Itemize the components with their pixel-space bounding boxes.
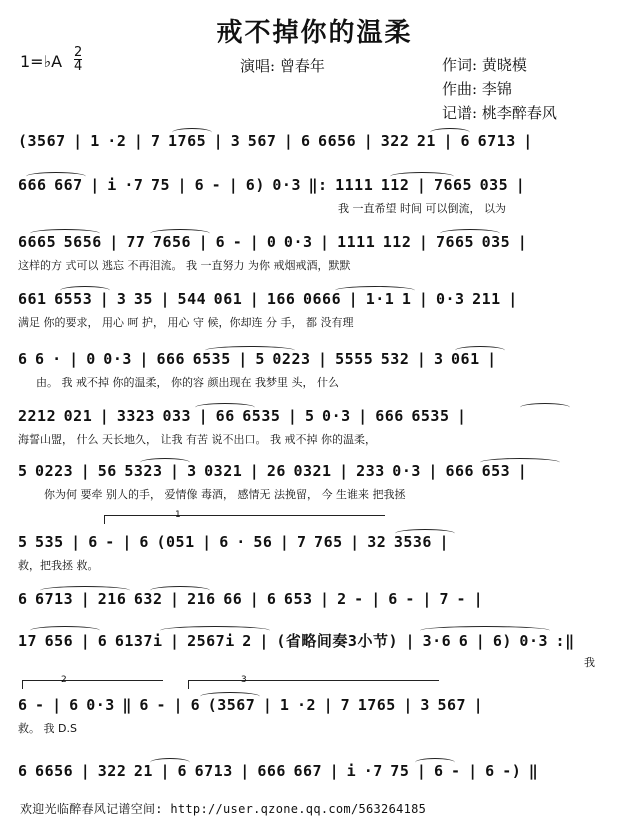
slur-mark [455,346,505,355]
staff-row [18,762,613,788]
volta-number: 3 [241,675,247,685]
staff-row [18,533,613,577]
staff-row [18,176,613,220]
staff-notes: 5 0223 | 56 5323 | 3 0321 | 26 0321 | 233 0·3 | 666 653 | [18,462,528,480]
slur-mark [26,172,86,181]
staff-lyrics: 由。 我 戒不掉 你的温柔， 你的容 颜出现在 我梦里 头， 什么 [36,376,339,389]
staff-notes: 17 656 | 6 6137i | 2567i 2 | (省略间奏3小节) | 3·6 6 | 6) 0·3 :‖ [18,632,575,650]
staff-notes: 2212 021 | 3323 033 | 66 6535 | 5 0·3 | 666 6535 | [18,407,467,425]
time-signature-top: 2 [74,45,83,60]
staff-lyrics: 我 [584,656,595,669]
slur-mark [415,758,455,767]
staff-row [18,407,613,451]
staff-row [18,290,613,334]
staff-notes: 6 - | 6 0·3 ‖ 6 - | 6 (3567 | 1 ·2 | 7 1765 | 3 567 | [18,696,484,714]
slur-mark [195,403,255,412]
slur-mark [390,172,454,181]
slur-mark [420,626,550,635]
volta-number: 2 [61,675,67,685]
staff-notes: 6 6656 | 322 21 | 6 6713 | 666 667 | i ·7 75 | 6 - | 6 -) ‖ [18,762,539,780]
slur-mark [150,586,210,595]
lyricist-credit: 作词: 黄晓模 [442,56,527,74]
transcriber-credit: 记谱: 桃李醉春风 [442,104,557,122]
volta-bracket [104,510,385,524]
staff-notes: 6 6 · | 0 0·3 | 666 6535 | 5 0223 | 5555 532 | 3 061 | [18,350,497,368]
key-signature: 1=♭A [20,52,63,71]
staff-lyrics: 我 一直希望 时间 可以倒流， 以为 [338,202,506,215]
staff-lyrics: 海誓山盟， 什么 天长地久， 让我 有苦 说不出口。 我 戒不掉 你的温柔， [18,433,376,446]
slur-mark [205,346,295,355]
singer-credit: 演唱: 曾春年 [240,57,325,75]
staff-row [18,233,613,277]
slur-mark [60,286,110,295]
slur-mark [150,229,210,238]
staff-lyrics: 救。 我 D.S [18,722,77,735]
staff-row [18,696,613,740]
volta-bracket [188,675,439,689]
slur-mark [140,458,190,467]
slur-mark [440,229,500,238]
credits-block [442,53,557,125]
slur-mark [172,128,212,137]
volta-bracket [22,675,163,689]
staff-row [18,350,613,394]
slur-mark [395,529,455,538]
staff-notes: 6 6713 | 216 632 | 216 66 | 6 653 | 2 - | 6 - | 7 - | [18,590,484,608]
staff-lyrics: 满足 你的要求， 用心 呵 护， 用心 守 候，你却连 分 手， 都 没有理 [18,316,354,329]
staff-lyrics: 救，把我拯 救。 [18,559,99,572]
staff-notes: 666 667 | i ·7 75 | 6 - | 6) 0·3 ‖: 1111 112 | 7665 035 | [18,176,526,194]
staff-row [18,630,613,674]
slur-mark [160,626,270,635]
staff-row [18,590,613,624]
song-title: 戒不掉你的温柔 [216,18,413,48]
staff-row [18,462,613,506]
slur-mark [30,626,100,635]
staff-notes: (3567 | 1 ·2 | 7 1765 | 3 567 | 6 6656 | 322 21 | 6 6713 | [18,132,533,150]
slur-mark [430,128,470,137]
slur-mark [520,403,570,412]
time-signature [74,46,82,73]
staff-lyrics: 你为何 要牵 别人的手， 爱情像 毒酒， 感情无 法挽留， 今 生谁来 把我拯 [44,488,406,501]
volta-number: 1 [175,510,181,520]
time-signature-bottom: 4 [74,59,83,74]
slur-mark [335,286,415,295]
staff-lyrics: 这样的方 式可以 逃忘 不再泪流。 我 一直努力 为你 戒烟戒酒，默默 [18,259,351,272]
slur-mark [200,692,260,701]
slur-mark [30,229,100,238]
slur-mark [150,758,190,767]
slur-mark [480,458,560,467]
staff-notes: 5 535 | 6 - | 6 (051 | 6 · 56 | 7 765 | 32 3536 | [18,533,450,551]
staff-notes: 6665 5656 | 77 7656 | 6 - | 0 0·3 | 1111 112 | 7665 035 | [18,233,528,251]
slur-mark [40,586,130,595]
staff-notes: 661 6553 | 3 35 | 544 061 | 166 0666 | 1·1 1 | 0·3 211 | [18,290,518,308]
composer-credit: 作曲: 李锦 [442,80,512,98]
staff-row [18,132,613,172]
footer-note: 欢迎光临醉春风记谱空间: http://user.qzone.qq.com/563264185 [20,802,427,816]
